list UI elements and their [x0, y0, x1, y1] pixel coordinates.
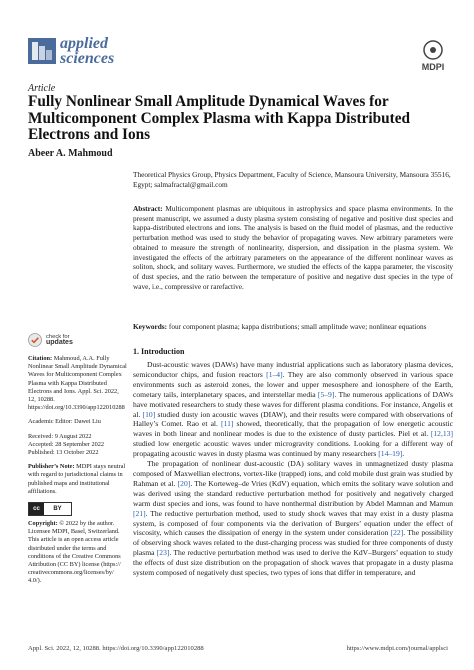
- publisher-note-text: MDPI stays neutral with regard to jurisdictional claims in published maps and institutional affiliations.: [28, 463, 126, 495]
- publisher-note-label: Publisher’s Note:: [28, 463, 75, 471]
- article-title: Fully Nonlinear Small Amplitude Dynamical Waves for Multicomponent Complex Plasma with Kappa Distributed Electrons and Ions: [28, 93, 411, 143]
- dates-block: [28, 433, 128, 458]
- check-updates-line2: updates: [46, 339, 73, 346]
- text-run: . The reductive perturbation method was used to derive the KdV–Burgers’ equation to study the effects of dust size distribution on the propagation of shock waves that propagate in a dusty plasma system composed of negatively dust species, two types of ions that differ in temperature, and: [133, 548, 453, 578]
- page-header: [28, 36, 448, 76]
- academic-editor: Academic Editor: Dawei Liu: [28, 418, 101, 426]
- journal-logo-icon: [28, 38, 56, 64]
- introduction-body: [133, 360, 453, 578]
- text-run: . The Korteweg–de Vries (KdV) equation, which emits the solitary wave solution and was derived using the standard reductive perturbation method for positively and negatively charged warm dust species and ions, was found to have nonthermal distribution by Abdel Mamnan and Mamun: [133, 478, 453, 508]
- copyright-text: © 2022 by the author. Licensee MDPI, Basel, Switzerland. This article is an open access article distributed under the terms and conditions of the Creative Commons Attribution (CC BY) license (https:// creativecommons.org/licenses/by/ 4.0/).: [28, 520, 121, 585]
- text-run: studied dusty ion acoustic waves (DIAW), and their results were compared with observations of Halley’s Comet. Rao et al.: [133, 409, 453, 429]
- article-type: Article: [28, 83, 56, 94]
- publisher-name: MDPI: [421, 62, 445, 72]
- by-icon: BY: [53, 505, 62, 512]
- reference-link[interactable]: [11]: [221, 419, 234, 429]
- keywords: [133, 322, 453, 332]
- editor-block: [28, 418, 128, 426]
- mdpi-logo-icon: [418, 40, 448, 60]
- text-run: Dust-acoustic waves (DAWs) have many industrial applications such as laboratory plasma devices, semiconductor chips, and fusion reactors: [133, 360, 453, 379]
- reference-link[interactable]: [14–19]: [378, 449, 403, 459]
- reference-link[interactable]: [1–4]: [266, 369, 283, 379]
- text-run: .: [402, 449, 405, 459]
- citation-label: Citation:: [28, 355, 53, 362]
- author-name: Abeer A. Mahmoud: [28, 148, 113, 159]
- text-run: . The possibility of observing shock waves related to the dust-charging process was studied for three components of dusty plasma: [133, 528, 453, 558]
- reference-link[interactable]: [20]: [177, 478, 191, 488]
- section-heading-introduction: 1. Introduction: [133, 347, 185, 356]
- text-run: . The numerous applications of DAWs have motivated researchers to study these waves for different plasma conditions. For instance, Angelis et al.: [133, 389, 453, 419]
- publisher-logo[interactable]: [418, 40, 448, 72]
- abstract-label: Abstract:: [133, 204, 163, 213]
- affiliation: Theoretical Physics Group, Physics Department, Faculty of Science, Mansoura University, Mansoura 35516, Egypt; salmafractal@gmail.com: [133, 170, 451, 189]
- reference-link[interactable]: [12,13]: [430, 429, 453, 439]
- received-date: Received: 9 August 2022: [28, 432, 92, 440]
- text-run: . The reductive perturbation method, used to study shock waves that may exist in a dusty plasma system, is composed of four components via the derivation of Burgers’ equation under the effect of viscosity, which causes the dissipation of energy in the system under consideration: [133, 508, 453, 538]
- text-run: . They are also commonly observed in various space environments such as asteroid zones, the lower and upper mesosphere and ionosphere of the Earth, cometary tails, interplanetary spaces, and interstellar media: [133, 369, 453, 399]
- footer-journal-url[interactable]: https://www.mdpi.com/journal/applsci: [346, 645, 448, 652]
- copyright-block: [28, 520, 128, 586]
- intro-paragraph-1: [133, 360, 453, 459]
- reference-link[interactable]: [5–9]: [317, 389, 335, 399]
- accepted-date: Accepted: 28 September 2022: [28, 440, 105, 448]
- abstract-text: Multicomponent plasmas are ubiquitous in astrophysics and space plasma environments. In the present manuscript, we assumed a dusty plasma system consisting of negative and positive dust species and kappa-distributed electrons and ions. The analysis is based on the fluid model of plasmas, and the reductive perturbation method was used to study the behavior of propagating waves. New arbitrary parameters were obtained to measure the strength of nonlinearity, dispersion, and dissipation in the plasma system. We investigated the effects of the arbitrary parameters on the appearance of the different nonlinear waves as soliton, shock, and solitary waves. Furthermore, we studied the effects of the kappa parameter, the viscosity of dust species, and the ratio between the temperature of positive and negative dust species in the type of wave, i.e., compressive or rarefactive.: [133, 204, 454, 291]
- footer-citation[interactable]: Appl. Sci. 2022, 12, 10288. https://doi.org/10.3390/app122010288: [28, 645, 204, 652]
- reference-link[interactable]: [22]: [390, 528, 404, 538]
- abstract: [133, 204, 453, 291]
- sidebar: [28, 333, 128, 592]
- reference-link[interactable]: [23]: [156, 548, 170, 558]
- journal-name-line2: sciences: [60, 50, 115, 67]
- cc-icon: cc: [29, 503, 44, 515]
- published-date: Published: 13 October 2022: [28, 449, 99, 457]
- intro-paragraph-2: [133, 459, 453, 578]
- journal-name-line1: applied: [60, 35, 108, 52]
- check-updates-line1: check for: [46, 333, 70, 340]
- reference-link[interactable]: [10]: [142, 409, 156, 419]
- check-updates-icon: [28, 333, 42, 347]
- text-run: showed, theoretically, that the propagation of low energetic acoustic waves in both linear and nonlinear modes is due to the existence of dusty particles. Piel et al.: [133, 419, 453, 439]
- journal-logo[interactable]: [28, 36, 114, 66]
- reference-link[interactable]: [21]: [133, 508, 146, 518]
- citation-text[interactable]: Mahmoud, A.A. Fully Nonlinear Small Amplitude Dynamical Waves for Multicomponent Complex Plasma with Kappa Distributed Electrons and Ions. Appl. Sci. 2022, 12, 10288. https://doi.org/10.3390/app122010288: [28, 355, 127, 412]
- keywords-text: four component plasma; kappa distributions; small amplitude wave; nonlinear equations: [168, 322, 427, 331]
- text-run: The propagation of nonlinear dust-acoustic (DA) solitary waves in unmagnetized dusty plasma composed of Maxwellian electrons, vortex-like (trapped) ions, and cold mobile dust grain was studied by Rahman et al.: [133, 459, 453, 488]
- citation-block: [28, 355, 128, 412]
- publisher-note: [28, 463, 128, 496]
- copyright-label: Copyright:: [28, 520, 58, 528]
- check-for-updates-button[interactable]: [28, 333, 128, 347]
- keywords-label: Keywords:: [133, 322, 168, 331]
- cc-by-license-badge[interactable]: [28, 502, 72, 516]
- text-run: studied low energetic acoustic waves under microgravity conditions. Looking for a different way of propagating acoustic waves in dusty plasma was continued by many researchers: [133, 439, 453, 459]
- page-footer: [28, 645, 448, 652]
